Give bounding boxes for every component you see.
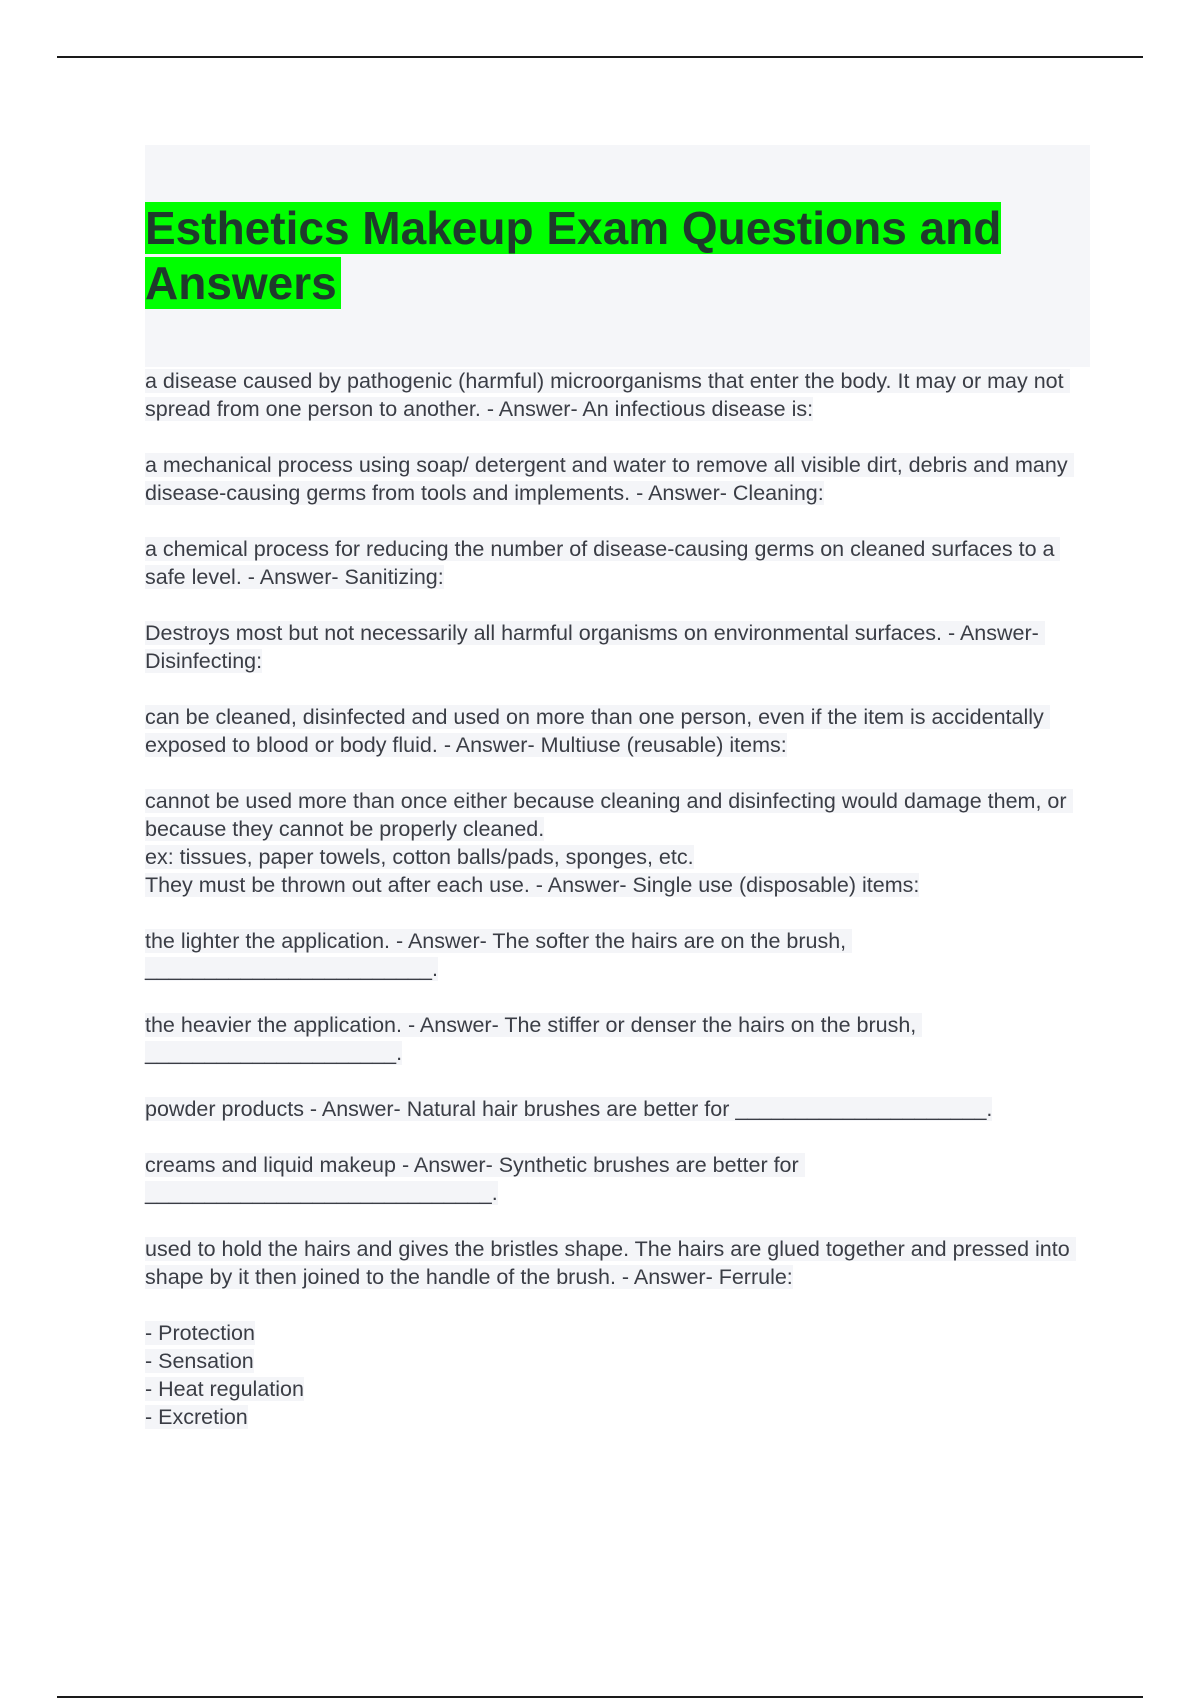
title-highlight: Esthetics Makeup Exam Questions and Answers bbox=[145, 202, 1002, 309]
qa-item bbox=[145, 619, 1090, 675]
qa-item bbox=[145, 1151, 1090, 1207]
qa-item bbox=[145, 787, 1090, 899]
qa-list bbox=[145, 367, 1090, 1431]
qa-item bbox=[145, 535, 1090, 591]
title-block bbox=[145, 145, 1090, 367]
qa-text: creams and liquid makeup - Answer- Synthetic brushes are better for _____________________________. bbox=[145, 1153, 805, 1205]
qa-item bbox=[145, 703, 1090, 759]
qa-item bbox=[145, 927, 1090, 983]
qa-text: the heavier the application. - Answer- The stiffer or denser the hairs on the brush, _____________________. bbox=[145, 1013, 923, 1065]
qa-item bbox=[145, 451, 1090, 507]
qa-text: can be cleaned, disinfected and used on more than one person, even if the item is accidentally exposed to blood or body fluid. - Answer- Multiuse (reusable) items: bbox=[145, 705, 1050, 757]
qa-item bbox=[145, 1011, 1090, 1067]
qa-item bbox=[145, 367, 1090, 423]
qa-text: powder products - Answer- Natural hair brushes are better for _____________________. bbox=[145, 1097, 993, 1121]
document-body bbox=[145, 145, 1090, 1459]
qa-text: used to hold the hairs and gives the bristles shape. The hairs are glued together and pressed into shape by it then joined to the handle of the brush. - Answer- Ferrule: bbox=[145, 1237, 1076, 1289]
qa-item bbox=[145, 1095, 1090, 1123]
qa-item bbox=[145, 1319, 1090, 1431]
bottom-rule bbox=[57, 1696, 1143, 1698]
qa-text: a chemical process for reducing the number of disease-causing germs on cleaned surfaces to a safe level. - Answer- Sanitizing: bbox=[145, 537, 1061, 589]
qa-text: - Protection - Sensation - Heat regulation - Excretion bbox=[145, 1321, 304, 1429]
document-title bbox=[145, 201, 1090, 311]
qa-item bbox=[145, 1235, 1090, 1291]
qa-text: cannot be used more than once either because cleaning and disinfecting would damage them, or because they cannot be properly cleaned. ex: tissues, paper towels, cotton balls/pads, sponges, etc. They must be thrown out after each use. - Answer- Single use (disposable) items: bbox=[145, 789, 1073, 897]
top-rule bbox=[57, 56, 1143, 58]
qa-text: a disease caused by pathogenic (harmful) microorganisms that enter the body. It may or may not spread from one person to another. - Answer- An infectious disease is: bbox=[145, 369, 1070, 421]
qa-text: Destroys most but not necessarily all harmful organisms on environmental surfaces. - Answer- Disinfecting: bbox=[145, 621, 1045, 673]
qa-text: the lighter the application. - Answer- The softer the hairs are on the brush, ________________________. bbox=[145, 929, 853, 981]
qa-text: a mechanical process using soap/ detergent and water to remove all visible dirt, debris and many disease-causing germs from tools and implements. - Answer- Cleaning: bbox=[145, 453, 1074, 505]
